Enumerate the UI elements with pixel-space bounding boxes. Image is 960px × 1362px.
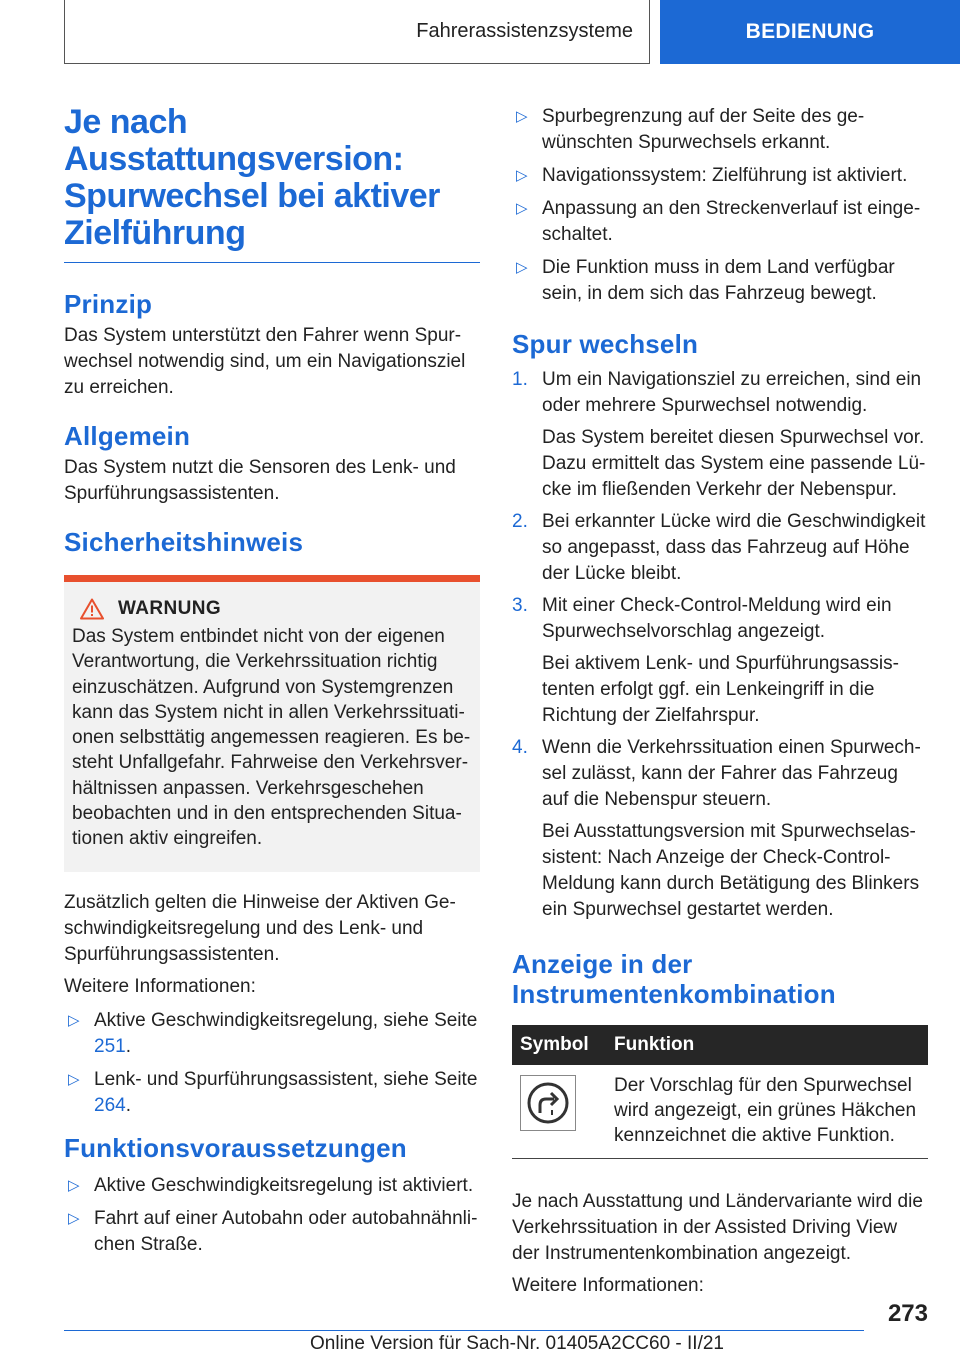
text-prinzip: Das System unterstützt den Fahrer wenn Spurwechsel notwendig sind, um ein Navigationsziel zu erreichen. xyxy=(64,325,466,398)
lane-change-suggestion-icon xyxy=(526,1081,570,1125)
page-link-251[interactable]: 251 xyxy=(94,1035,126,1057)
list-item: ▷ Die Funktion muss in dem Land verfügbar sein, in dem sich das Fahrzeug bewegt. xyxy=(516,257,895,304)
page-title: Je nach Ausstattungsversion: Spurwechsel bei aktiver Zielführung xyxy=(64,100,480,263)
additional-notes: Zusätzlich gelten die Hinweise der Aktiven Geschwindigkeitsregelung und des Lenk- und Spurführungsassistenten. xyxy=(64,891,456,965)
arrow-right-icon: ▷ xyxy=(516,167,528,184)
reference-list xyxy=(64,1008,480,1119)
list-item: ▷ Navigationssystem: Zielführung ist aktiviert. xyxy=(512,163,928,189)
step-number: 3. xyxy=(512,595,528,616)
steps-list xyxy=(512,367,928,923)
symbol-table xyxy=(512,1025,928,1159)
heading-spur-wechseln: Spur wechseln xyxy=(512,329,699,359)
heading-allgemein: Allgemein xyxy=(64,421,191,451)
requirements-list-left xyxy=(64,1173,480,1258)
right-column xyxy=(512,104,928,1319)
warning-box xyxy=(64,575,480,872)
step-item: 4. Wenn die Verkehrssituation einen Spurwechsel zulässt, kann der Fahrer das Fahrzeug auf die Nebenspur steuern. Bei Ausstattungsversion mit Spurwechselassistent: Nach Anzeige der Check-Control-Meldung kann durch Betätigung des Blinkers ein Spurwechsel gestartet werden. xyxy=(512,737,921,920)
arrow-right-icon: ▷ xyxy=(68,1209,80,1227)
step-number: 4. xyxy=(512,737,528,758)
table-row xyxy=(512,1065,928,1159)
list-item: ▷ Lenk- und Spurführungsassistent, siehe Seite 264. xyxy=(68,1068,478,1116)
list-item: ▷ Aktive Geschwindigkeitsregelung, siehe Seite 251. xyxy=(68,1009,478,1057)
page-header xyxy=(0,0,960,66)
list-item: ▷ Aktive Geschwindigkeitsregelung ist aktiviert. xyxy=(64,1173,480,1199)
section-sicherheit xyxy=(64,527,480,1119)
page-number: 273 xyxy=(887,1300,928,1327)
warning-label: WARNUNG xyxy=(118,598,222,619)
online-version-text: Online Version für Sach-Nr. 01405A2CC60 - II/21 xyxy=(310,1333,725,1354)
heading-prinzip: Prinzip xyxy=(64,289,153,319)
arrow-right-icon: ▷ xyxy=(68,1176,80,1194)
step-item: 2. Bei erkannter Lücke wird die Geschwindigkeit so angepasst, dass das Fahrzeug auf Höhe der Lücke bleibt. xyxy=(512,511,926,584)
arrow-right-icon: ▷ xyxy=(516,108,528,125)
step-number: 1. xyxy=(512,369,528,390)
list-item: ▷ Spurbegrenzung auf der Seite des gewünschten Spurwechsels erkannt. xyxy=(516,106,865,153)
table-header-funktion: Funktion xyxy=(606,1025,928,1065)
arrow-right-icon: ▷ xyxy=(68,1070,80,1088)
step-item: 1. Um ein Navigationsziel zu erreichen, sind ein oder mehrere Spurwechsel notwendig. Das System bereitet diesen Spurwechsel vor. Dazu ermittelt das System eine passende Lücke im fließenden Verkehr der Nebenspur. xyxy=(512,369,926,500)
header-section-title: Fahrerassistenzsysteme xyxy=(64,0,650,64)
text-anzeige: Je nach Ausstattung und Ländervariante wird die Verkehrssituation in der Assisted Driving View der Instrumentenkombination angezeigt. xyxy=(512,1191,923,1264)
warning-text: Das System entbindet nicht von der eigenen Verantwortung, die Verkehrssituation richtig einzuschätzen. Aufgrund von Systemgrenzen kann das System nicht in allen Verkehrssituationen selbsttätig angemessen reagieren. Es besteht Unfallgefahr. Fahrweise den Verkehrsverhältnissen anpassen. Verkehrsgeschehen beobachten und in den entsprechenden Situationen aktiv eingreifen. xyxy=(72,626,471,850)
section-allgemein xyxy=(64,421,480,507)
heading-anzeige: Anzeige in der Instrumentenkombination xyxy=(512,949,836,1009)
heading-funktionsvoraussetzungen: Funktionsvoraussetzungen xyxy=(64,1132,407,1163)
section-anzeige xyxy=(512,949,928,1299)
table-cell-funktion: Der Vorschlag für den Spurwechsel wird angezeigt, ein grünes Häkchen kennzeichnet die aktive Funktion. xyxy=(606,1065,928,1159)
page-link-264[interactable]: 264 xyxy=(94,1094,126,1116)
section-prinzip xyxy=(64,289,480,401)
requirements-list-right xyxy=(512,104,928,307)
heading-sicherheit: Sicherheitshinweis xyxy=(64,527,304,557)
footer-rule xyxy=(64,1330,864,1331)
header-tab-bedienung[interactable]: BEDIENUNG xyxy=(660,0,960,64)
more-info-label: Weitere Informationen: xyxy=(64,975,256,997)
text-allgemein: Das System nutzt die Sensoren des Lenk- und Spurführungsassistenten. xyxy=(64,457,456,504)
arrow-right-icon: ▷ xyxy=(516,259,528,276)
step-number: 2. xyxy=(512,511,528,532)
list-item: ▷ Fahrt auf einer Autobahn oder autobahnähnlichen Straße. xyxy=(68,1207,478,1255)
arrow-right-icon: ▷ xyxy=(68,1011,80,1029)
table-header-symbol: Symbol xyxy=(512,1025,606,1065)
symbol-cell xyxy=(520,1075,576,1131)
arrow-right-icon: ▷ xyxy=(516,200,528,217)
warning-triangle-icon xyxy=(80,598,104,620)
warning-header xyxy=(72,598,472,620)
section-funktionsvoraussetzungen xyxy=(64,1133,480,1258)
step-item: 3. Mit einer Check-Control-Meldung wird ein Spurwechselvorschlag angezeigt. Bei aktivem Lenk- und Spurführungsassistenten erfolgt ggf. ein Lenkeingriff in die Richtung der Zielfahrspur. xyxy=(512,595,899,726)
more-info-label-right: Weitere Informationen: xyxy=(512,1275,704,1296)
section-spur-wechseln xyxy=(512,329,928,923)
list-item: ▷ Anpassung an den Streckenverlauf ist eingeschaltet. xyxy=(516,198,921,245)
left-column xyxy=(64,100,480,1278)
